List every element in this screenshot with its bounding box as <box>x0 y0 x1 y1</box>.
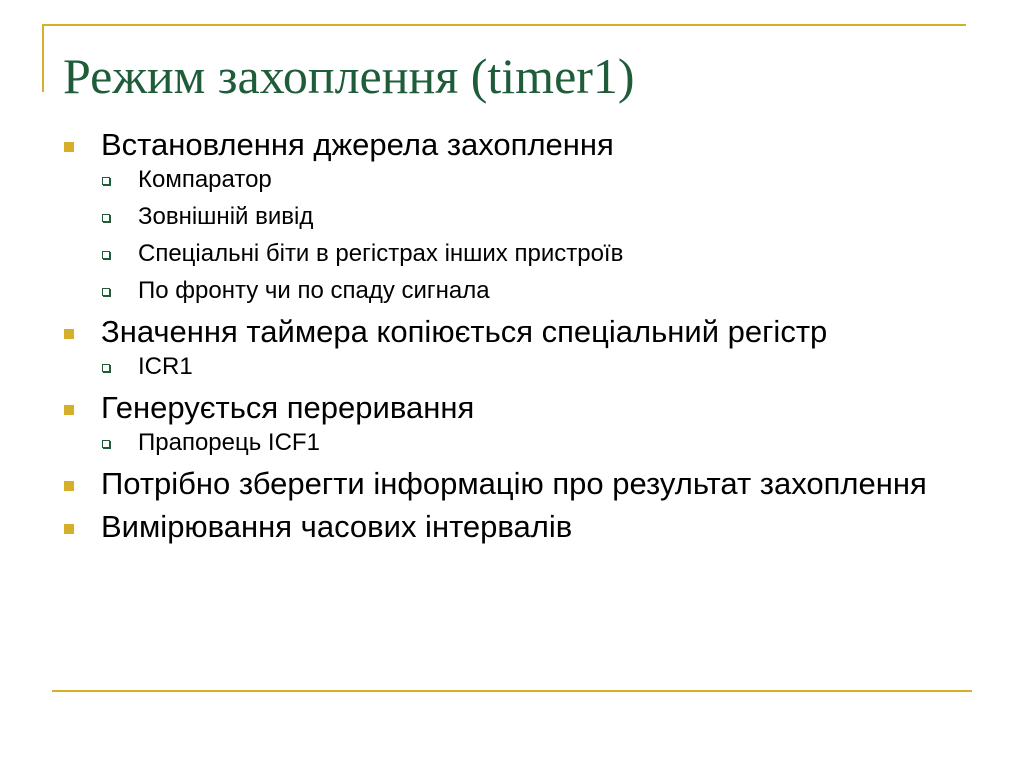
hollow-square-bullet-icon <box>102 177 110 185</box>
sub-list <box>62 352 962 382</box>
hollow-square-bullet-icon <box>102 288 110 296</box>
sub-bullet-text: Компаратор <box>138 166 272 193</box>
bullet-item <box>62 390 962 425</box>
sub-bullet-item <box>62 202 962 232</box>
bullet-list <box>62 127 962 544</box>
sub-bullet-item <box>62 165 962 195</box>
square-bullet-icon <box>64 142 74 152</box>
bullet-item <box>62 127 962 162</box>
frame-left-rule <box>42 24 44 92</box>
footer-rule <box>52 690 972 692</box>
sub-bullet-item <box>62 428 962 458</box>
bullet-text: Вимірювання часових інтервалів <box>101 509 573 544</box>
bullet-text: Значення таймера копіюється спеціальний регістр <box>101 314 828 349</box>
bullet-text: Потрібно зберегти інформацію про результат захоплення <box>101 466 927 501</box>
sub-bullet-text: Прапорець ICF1 <box>138 429 320 456</box>
square-bullet-icon <box>64 405 74 415</box>
square-bullet-icon <box>64 524 74 534</box>
hollow-square-bullet-icon <box>102 364 110 372</box>
bullet-item <box>62 314 962 349</box>
frame-top-rule <box>42 24 966 26</box>
sub-list <box>62 428 962 458</box>
sub-list <box>62 165 962 306</box>
bullet-text: Генерується переривання <box>101 390 475 425</box>
bullet-item <box>62 509 962 544</box>
bullet-item <box>62 466 962 501</box>
sub-bullet-item <box>62 276 962 306</box>
bullet-text: Встановлення джерела захоплення <box>101 127 614 162</box>
sub-bullet-item <box>62 352 962 382</box>
sub-bullet-text: По фронту чи по спаду сигнала <box>138 277 490 304</box>
sub-bullet-text: ICR1 <box>138 353 193 380</box>
square-bullet-icon <box>64 481 74 491</box>
hollow-square-bullet-icon <box>102 214 110 222</box>
sub-bullet-item <box>62 239 962 269</box>
square-bullet-icon <box>64 329 74 339</box>
sub-bullet-text: Спеціальні біти в регістрах інших пристроїв <box>138 240 624 267</box>
sub-bullet-text: Зовнішній вивід <box>138 203 314 230</box>
hollow-square-bullet-icon <box>102 440 110 448</box>
hollow-square-bullet-icon <box>102 251 110 259</box>
slide-title: Режим захоплення (timer1) <box>63 48 635 104</box>
